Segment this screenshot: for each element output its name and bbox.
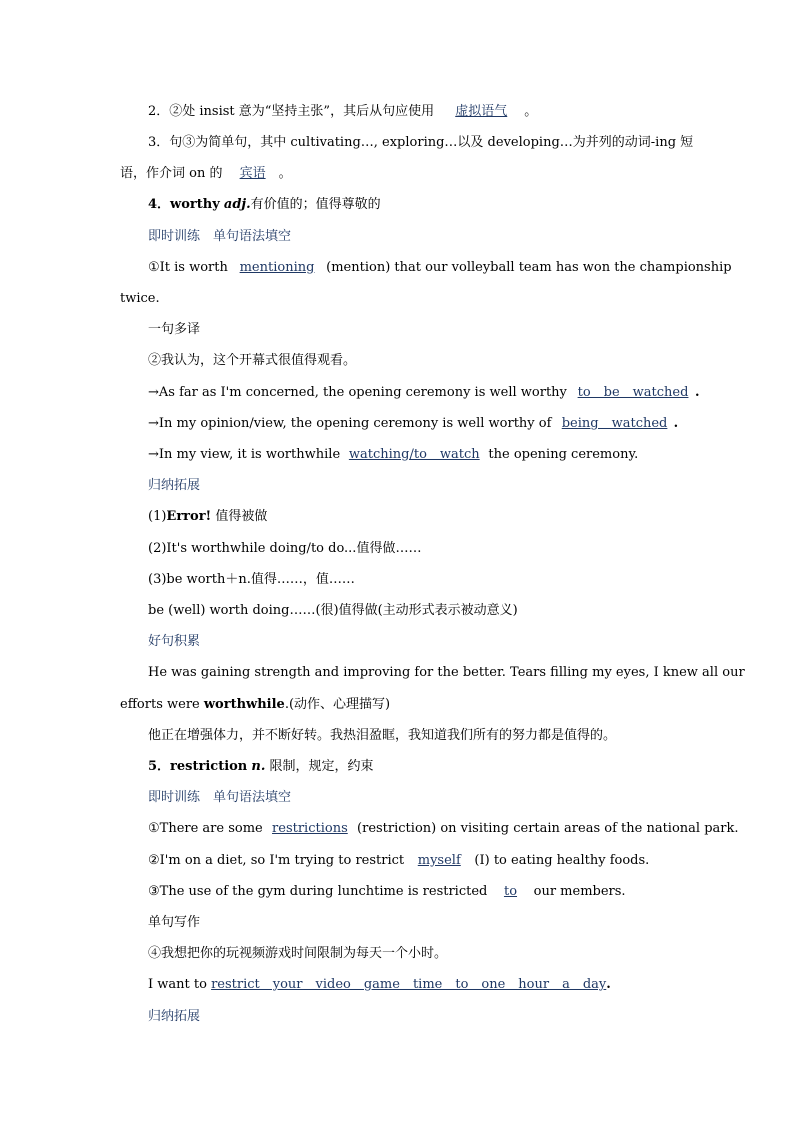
sentence-translation: 他正在增强体力，并不断好转。我热泪盈眶，我知道我们所有的努力都是值得的。	[148, 728, 617, 743]
answer-blank: being watched	[561, 416, 668, 431]
exercise-text: our members.	[533, 884, 626, 899]
entry-definition: 有价值的；值得尊敬的	[250, 197, 381, 212]
translation-2	[148, 415, 678, 433]
item-3: 3．句③为简单句，其中 cultivating…, exploring…以及 developing…为并列的动词-ing 短	[148, 135, 694, 150]
good-sentence-cont	[120, 696, 390, 714]
entry-heading-worthy	[148, 196, 381, 214]
punct: .	[695, 385, 700, 400]
section-heading: 即时训练 单句语法填空	[148, 229, 292, 244]
expansion-2: (2)It's worthwhile doing/to do...值得做……	[148, 541, 422, 556]
exercise-text: I want to	[148, 977, 207, 992]
translation-text: →As far as I'm concerned, the opening ceremony is well worthy	[148, 385, 567, 400]
section-heading: 好句积累	[148, 634, 201, 649]
writing-prompt: ④我想把你的玩视频游戏时间限制为每天一个小时。	[148, 946, 448, 961]
exercise-text: ③The use of the gym during lunchtime is restricted	[148, 884, 488, 899]
sentence-text: .(动作、心理描写)	[284, 697, 391, 712]
exercise-text: (mention) that our volleyball team has won the championship	[326, 260, 732, 275]
section-heading: 归纳拓展	[148, 478, 201, 493]
answer-blank: restrictions	[272, 821, 348, 836]
section-heading: 单句写作	[148, 915, 201, 930]
translation-text: the opening ceremony.	[488, 447, 639, 462]
exercise-text: ①There are some	[148, 821, 263, 836]
exercise-r2	[148, 852, 649, 870]
answer-blank: myself	[417, 853, 461, 868]
exercise-r1	[148, 820, 739, 838]
entry-pos: adj.	[223, 197, 251, 212]
translation-text: →In my view, it is worthwhile	[148, 447, 341, 462]
exercise-text: ②I'm on a diet, so I'm trying to restrict	[148, 853, 405, 868]
writing-answer	[148, 976, 611, 994]
translation-text: →In my opinion/view, the opening ceremony is well worthy of	[148, 416, 552, 431]
section-heading: 即时训练 单句语法填空	[148, 790, 292, 805]
answer-blank: mentioning	[239, 260, 315, 275]
exercise-1	[148, 259, 732, 277]
item-2	[148, 103, 537, 121]
answer-blank: 虚拟语气	[455, 104, 508, 119]
item-3-text: 语，作介词 on 的	[120, 166, 223, 181]
entry-word: worthy	[170, 197, 220, 212]
section-heading: 一句多译	[148, 322, 201, 337]
expansion-1	[148, 508, 267, 526]
answer-blank: restrict your video game time to one hour a day	[211, 977, 607, 992]
entry-number: 4．	[148, 197, 171, 212]
entry-heading-restriction	[148, 758, 374, 776]
entry-definition: 限制，规定，约束	[269, 759, 374, 774]
sentence-text: efforts were	[120, 697, 204, 712]
item-2-text: 2．②处 insist 意为“坚持主张”，其后从句应使用	[148, 104, 435, 119]
exercise-text: (restriction) on visiting certain areas of the national park.	[357, 821, 739, 836]
expansion-text: 值得被做	[211, 509, 268, 524]
translation-1	[148, 384, 700, 402]
expansion-3: (3)be worth＋n.值得……，值……	[148, 572, 355, 587]
punct: 。	[278, 166, 292, 181]
translation-3	[148, 446, 638, 464]
punct: .	[673, 416, 679, 431]
answer-blank: 宾语	[239, 166, 266, 181]
answer-blank: to be watched	[577, 385, 689, 400]
answer-blank: to	[503, 884, 518, 899]
punct: 。	[524, 104, 538, 119]
error-marker: Error!	[166, 509, 212, 524]
good-sentence: He was gaining strength and improving for the better. Tears filling my eyes, I knew all our	[148, 665, 745, 680]
section-heading: 归纳拓展	[148, 1009, 201, 1024]
punct: .	[606, 977, 611, 992]
answer-blank: watching/to watch	[348, 447, 480, 462]
entry-number: 5．	[148, 759, 171, 774]
entry-pos: n.	[251, 759, 266, 774]
exercise-text: ①It is worth	[148, 260, 228, 275]
item-3-cont	[120, 165, 292, 183]
expansion-4: be (well) worth doing……(很)值得做(主动形式表示被动意义)	[148, 603, 518, 618]
exercise-text: (I) to eating healthy foods.	[474, 853, 650, 868]
expansion-number: (1)	[148, 509, 167, 524]
exercise-1-cont: twice.	[120, 291, 160, 306]
entry-word: restriction	[170, 759, 248, 774]
translate-prompt: ②我认为，这个开幕式很值得观看。	[148, 353, 357, 368]
exercise-r3	[148, 883, 626, 901]
highlight-word: worthwhile	[203, 697, 285, 712]
